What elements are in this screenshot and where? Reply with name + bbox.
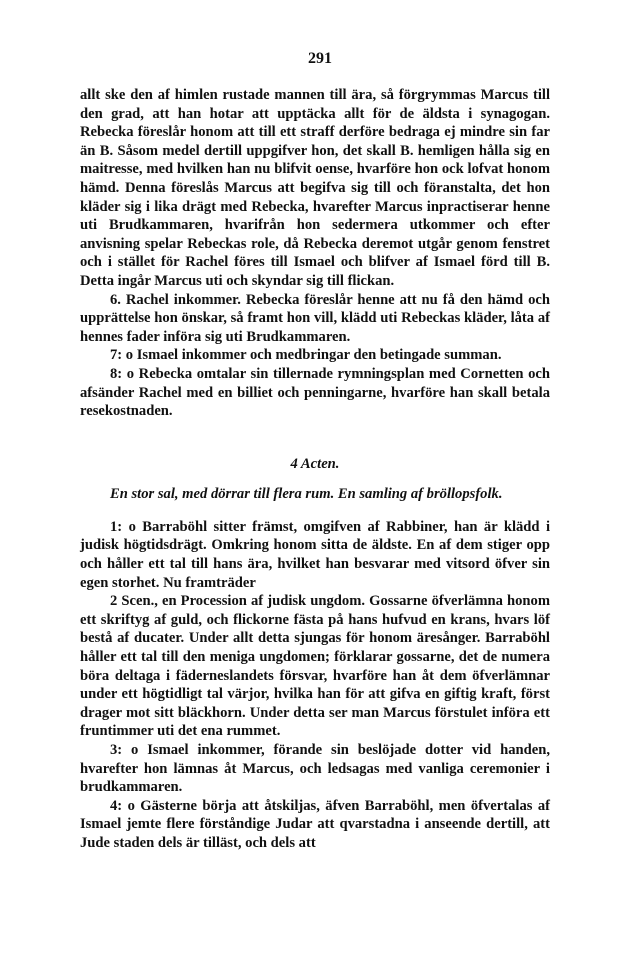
page-number: 291	[308, 50, 332, 67]
paragraph-scene-8: 8: o Rebecka omtalar sin tillernade rymningsplan med Cornetten och afsänder Rachel med en billiet och penningarne, hvarföre han skall betala resekostnaden.	[80, 365, 550, 420]
paragraph-act4-scene-4: 4: o Gästerne börja att åtskiljas, äfven Barraböhl, men öfvertalas af Ismael jemte flere förståndige Judar att qvarstadna i anseende dertill, att Jude staden dels är tilläst, och dels att	[80, 797, 550, 851]
paragraph-act4-scene-3: 3: o Ismael inkommer, förande sin beslöjade dotter vid handen, hvarefter hon lämnas åt Marcus, och ledsagas med vanliga ceremonier i brudkammaren.	[80, 742, 550, 796]
paragraph-plot-summary: allt ske den af himlen rustade mannen till ära, så förgrymmas Marcus till den grad, att han hotar att upptäcka allt för de äldsta i synagogan. Rebecka föreslår honom att till ett straff derföre bedraga ej mindre sin far än B. Såsom medel dertill uppgifver hon, det skall B. hemligen hålla sig en maitresse, med hvilken han nu blifvit oense, hvarföre hon ock lofvat honom hämd. Denna föreslås Marcus att begifva sig till och föranstalta, det hon kläder sig i lika drägt med Rebecka, hvarefter Marcus inpractiserar henne uti Brudkammaren, hvarifrån hon sedermera utkommer och efter anvisning spelar Rebeckas role, då Rebecka deremot utgår genom fenstret och i stället för Rachel föres till Ismael och blifver af Ismael förd till B. Detta ingår Marcus uti och skyndar sig till flickan.	[80, 87, 550, 289]
act-heading: 4 Acten.	[290, 455, 340, 472]
paragraph-act4-scene-1: 1: o Barraböhl sitter främst, omgifven af Rabbiner, han är klädd i judisk högtidsdrägt. Omkring honom sitta de äldste. En af dem stiger opp och håller ett tal till hans ära, hvilket han besvarar med vitsord öfver sin egen storhet. Nu framträder	[80, 518, 550, 591]
paragraph-scene-6: 6. Rachel inkommer. Rebecka föreslår henne att nu få den hämd och upprättelse hon önskar, så framt hon vill, klädd uti Rebeckas kläder, låta af hennes fader införa sig uti Brudkammaren.	[80, 291, 550, 345]
stage-direction: En stor sal, med dörrar till flera rum. En samling af bröllopsfolk.	[110, 486, 503, 503]
paragraph-act4-scene-2: 2 Scen., en Procession af judisk ungdom. Gossarne öfverlämna honom ett skriftyg af guld, och flickorne fästa på hans hufvud en krans, hvars löf bestå af ducater. Under allt detta sjungas för honom äresånger. Barraböhl håller ett tal till den meniga ungdomen; förklarar gossarne, det de numera böra deltaga i fäderneslandets försvar, hvarföre han åt dem öfverlämnar under ett högtidligt tal värjor, hvilka han för att gifva en giftig kraft, först drager mot sitt bläckhorn. Under detta ser man Marcus förstulet införa ett fruntimmer uti det ena rummet.	[80, 593, 550, 740]
body-text	[80, 86, 550, 853]
paragraph-scene-7: 7: o Ismael inkommer och medbringar den betingade summan.	[110, 347, 502, 364]
